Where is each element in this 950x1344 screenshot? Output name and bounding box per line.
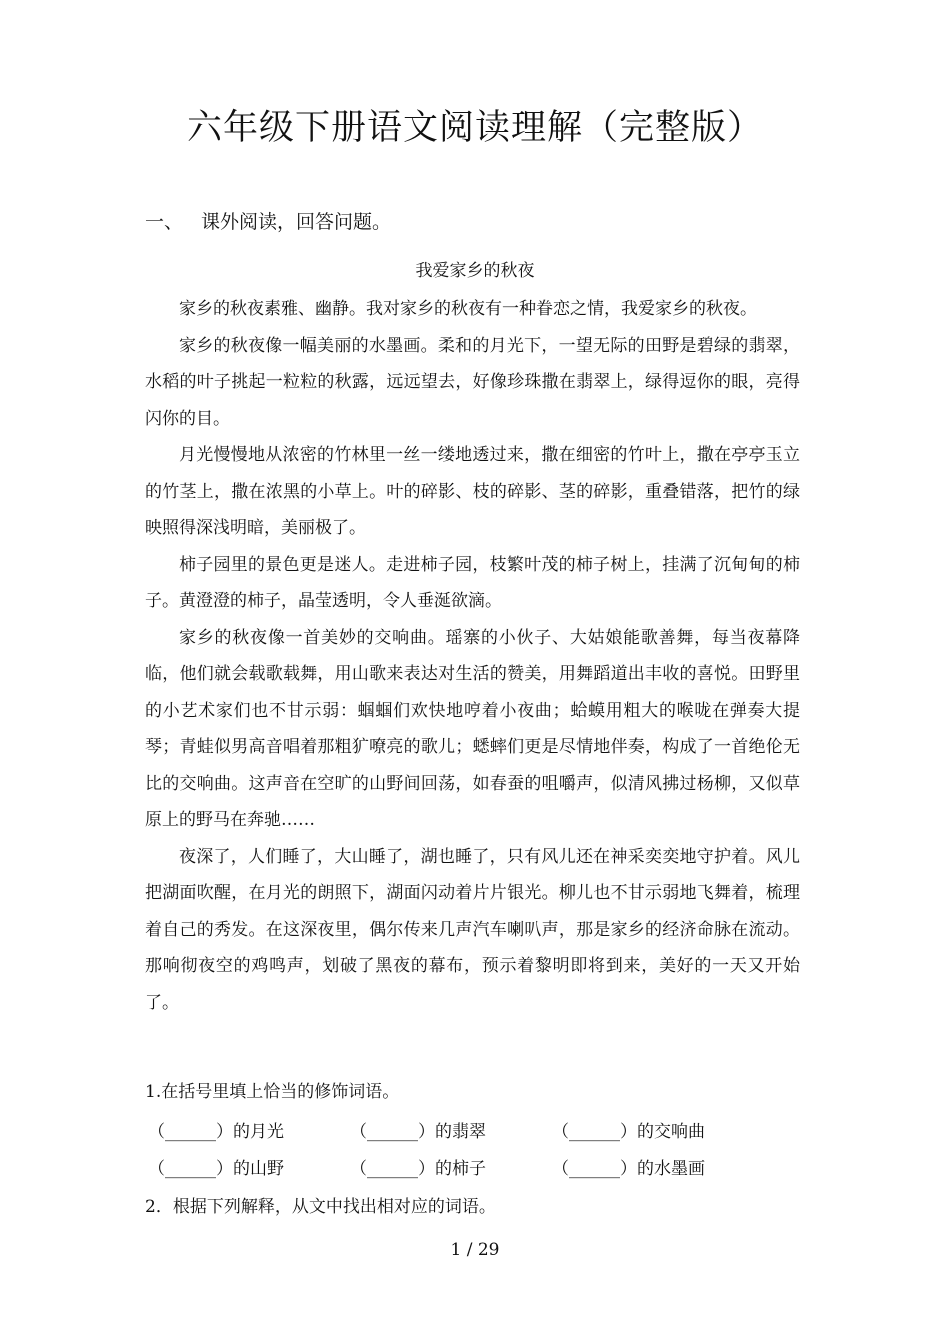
fill-item: （______）的柿子 [350,1159,486,1179]
fill-item: （______）的水墨画 [552,1159,705,1179]
paragraph: 家乡的秋夜像一首美妙的交响曲。瑶寨的小伙子、大姑娘能歌善舞，每当夜幕降临，他们就会载歌载舞，用山歌来表达对生活的赞美，用舞蹈道出丰收的喜悦。田野里的小艺术家们也不甘示弱：蝈蝈们欢快地哼着小夜曲；蛤蟆用粗大的喉咙在弹奏大提琴；青蛙似男高音唱着那粗犷嘹亮的歌儿；蟋蟀们更是尽情地伴奏，构成了一首绝伦无比的交响曲。这声音在空旷的山野间回荡，如春蚕的咀嚼声，似清风拂过杨柳，又似草原上的野马在奔驰…… [145,627,800,830]
fill-item: （______）的翡翠 [350,1122,486,1142]
fill-item: （______）的交响曲 [552,1122,705,1142]
paragraph: 家乡的秋夜素雅、幽静。我对家乡的秋夜有一种眷恋之情，我爱家乡的秋夜。 [179,299,757,319]
section-heading [145,207,391,234]
fill-row [148,1154,754,1179]
paragraph: 夜深了，人们睡了，大山睡了，湖也睡了，只有风儿还在神采奕奕地守护着。风儿把湖面吹醒，在月光的朗照下，湖面闪动着片片银光。柳儿也不甘示弱地飞舞着，梳理着自己的秀发。在这深夜里，偶尔传来几声汽车喇叭声，那是家乡的经济命脉在流动。那响彻夜空的鸡鸣声，划破了黑夜的幕布，预示着黎明即将到来，美好的一天又开始了。 [145,846,800,1013]
question-2: 2．根据下列解释，从文中找出相对应的词语。 [145,1197,496,1217]
fill-item: （______）的山野 [148,1159,284,1179]
fill-row [148,1117,754,1142]
fill-item: （______）的月光 [148,1122,284,1142]
document-title: 六年级下册语文阅读理解（完整版） [186,108,763,148]
question-1: 1.在括号里填上恰当的修饰词语。 [145,1082,400,1102]
section-number: 一、 [145,211,184,233]
paragraph: 月光慢慢地从浓密的竹林里一丝一缕地透过来，撒在细密的竹叶上，撒在亭亭玉立的竹茎上，撒在浓黑的小草上。叶的碎影、枝的碎影、茎的碎影，重叠错落，把竹的绿映照得深浅明暗，美丽极了。 [145,445,800,538]
passage-body [145,291,800,1021]
page-number: 1 / 29 [450,1240,500,1260]
section-label: 课外阅读，回答问题。 [201,211,392,233]
passage-title: 我爱家乡的秋夜 [415,261,535,281]
paragraph: 家乡的秋夜像一幅美丽的水墨画。柔和的月光下，一望无际的田野是碧绿的翡翠，水稻的叶子挑起一粒粒的秋露，远远望去，好像珍珠撒在翡翠上，绿得逗你的眼，亮得闪你的目。 [145,335,800,429]
paragraph: 柿子园里的景色更是迷人。走进柿子园，枝繁叶茂的柿子树上，挂满了沉甸甸的柿子。黄澄澄的柿子，晶莹透明，令人垂涎欲滴。 [145,554,800,611]
